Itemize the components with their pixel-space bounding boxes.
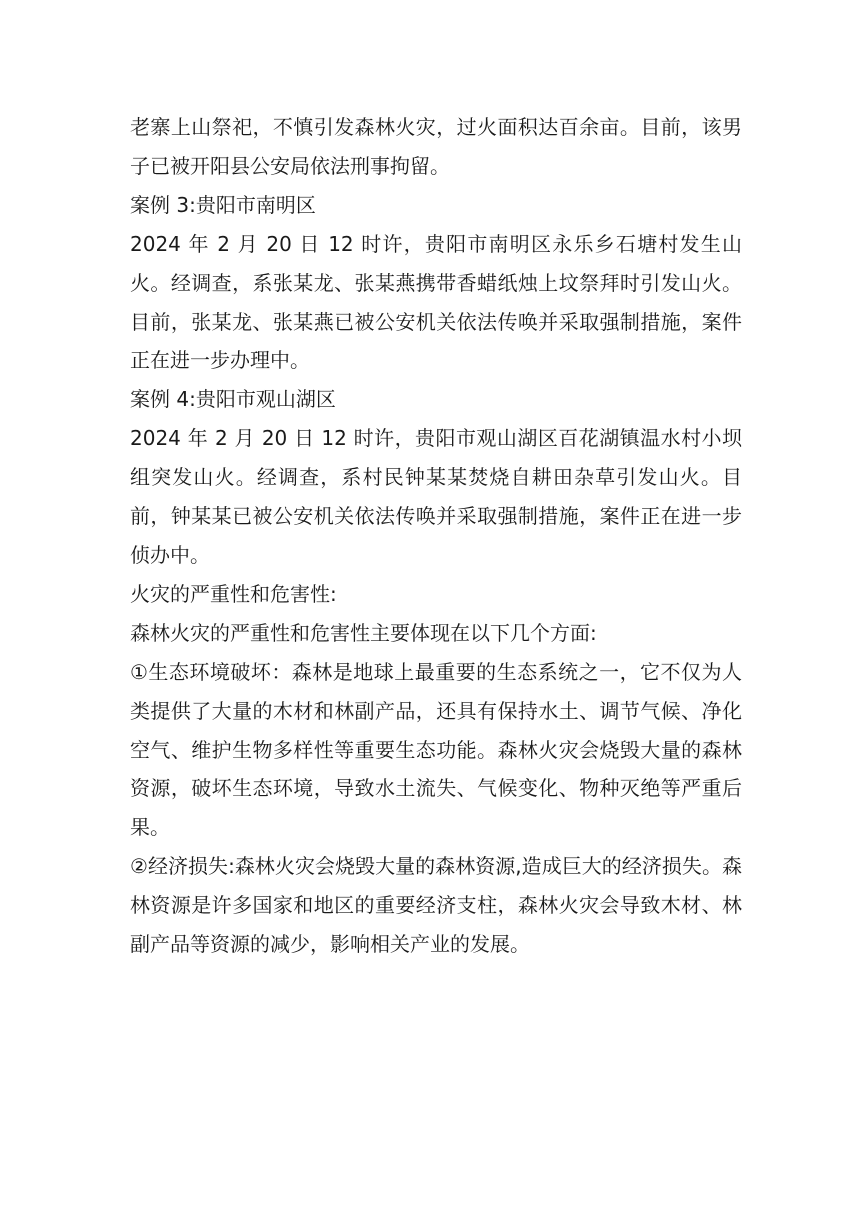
document-body	[130, 108, 742, 964]
paragraph-severity-intro: 森林火灾的严重性和危害性主要体现在以下几个方面:	[130, 620, 597, 645]
heading-case-3: 案例 3:贵阳市南明区	[130, 192, 316, 217]
heading-fire-severity: 火灾的严重性和危害性:	[130, 581, 337, 606]
paragraph-economic-loss: ②经济损失:森林火灾会烧毁大量的森林资源,造成巨大的经济损失。森林资源是许多国家和地区的重要经济支柱，森林火灾会导致木材、林副产品等资源的减少，影响相关产业的发展。	[130, 854, 742, 957]
paragraph-ecological-damage: ①生态环境破坏：森林是地球上最重要的生态系统之一，它不仅为人类提供了大量的木材和林副产品，还具有保持水土、调节气候、净化空气、维护生物多样性等重要生态功能。森林火灾会烧毁大量的森林资源，破坏生态环境，导致水土流失、气候变化、物种灭绝等严重后果。	[130, 659, 742, 840]
paragraph-kaiyang-case-end: 老寨上山祭祀，不慎引发森林火灾，过火面积达百余亩。目前，该男子已被开阳县公安局依法刑事拘留。	[130, 115, 742, 178]
heading-case-4: 案例 4:贵阳市观山湖区	[130, 387, 336, 412]
paragraph-case-4: 2024 年 2 月 20 日 12 时许，贵阳市观山湖区百花湖镇温水村小坝组突发山火。经调查，系村民钟某某焚烧自耕田杂草引发山火。目前，钟某某已被公安机关依法传唤并采取强制措施，案件正在进一步侦办中。	[130, 426, 742, 567]
paragraph-case-3: 2024 年 2 月 20 日 12 时许，贵阳市南明区永乐乡石塘村发生山火。经调查，系张某龙、张某燕携带香蜡纸烛上坟祭拜时引发山火。目前，张某龙、张某燕已被公安机关依法传唤并采取强制措施，案件正在进一步办理中。	[130, 231, 742, 373]
